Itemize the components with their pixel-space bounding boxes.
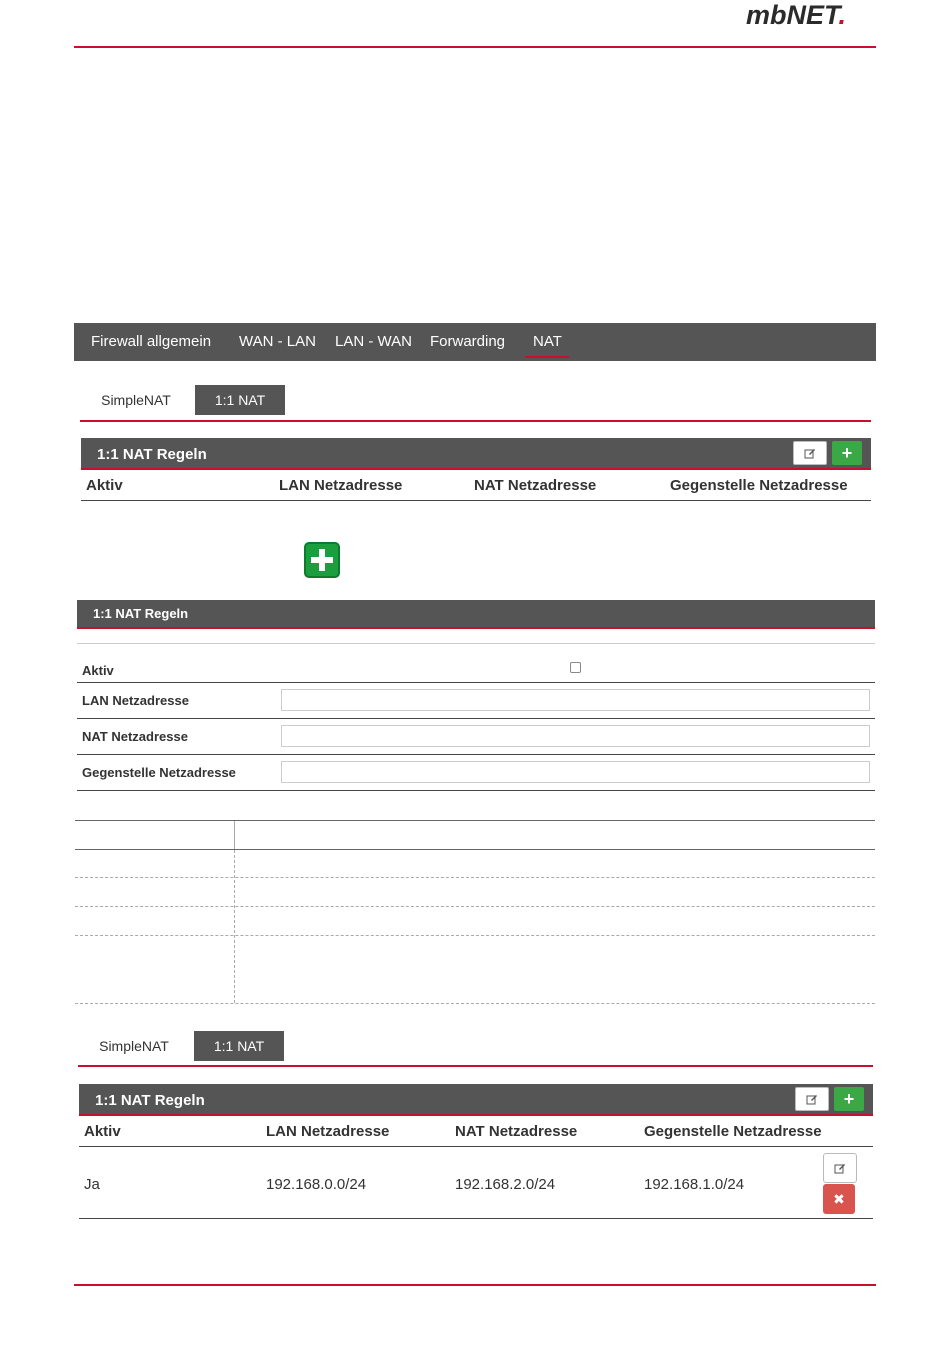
empty-table-col-divider bbox=[234, 850, 235, 1003]
tab-underline bbox=[78, 1065, 873, 1067]
add-rule-button[interactable] bbox=[832, 441, 862, 465]
col-aktiv: Aktiv bbox=[86, 477, 123, 494]
empty-table-row-line bbox=[75, 877, 875, 878]
nav-active-indicator bbox=[525, 356, 569, 358]
panel-header-rules bbox=[79, 1084, 873, 1116]
nav-item-forwarding[interactable]: Forwarding bbox=[430, 333, 506, 350]
empty-table-row-line bbox=[75, 906, 875, 907]
form-top-divider bbox=[77, 643, 875, 644]
form-row-divider bbox=[77, 754, 875, 755]
nav-item-nat[interactable]: NAT bbox=[533, 333, 562, 350]
row-delete-button[interactable] bbox=[823, 1184, 855, 1214]
plus-icon: + bbox=[841, 443, 853, 463]
gegenstelle-netzadresse-input[interactable] bbox=[281, 761, 870, 783]
empty-table-row-line bbox=[75, 935, 875, 936]
edit-icon bbox=[834, 1162, 846, 1174]
panel-title: 1:1 NAT Regeln bbox=[95, 1092, 205, 1109]
lan-netzadresse-input[interactable] bbox=[281, 689, 870, 711]
form-row-divider bbox=[77, 718, 875, 719]
empty-table-header-line bbox=[75, 849, 875, 850]
cell-nat-netzadresse: 192.168.2.0/24 bbox=[455, 1176, 556, 1193]
col-gegenstelle-netzadresse: Gegenstelle Netzadresse bbox=[670, 477, 848, 494]
table-bottom-divider bbox=[79, 1218, 873, 1219]
empty-table-col-divider bbox=[234, 821, 235, 849]
row-edit-button[interactable] bbox=[823, 1153, 857, 1183]
label-nat-netzadresse: NAT Netzadresse bbox=[82, 729, 188, 744]
cell-gegenstelle-netzadresse: 192.168.1.0/24 bbox=[644, 1176, 745, 1193]
table-divider bbox=[79, 1146, 873, 1147]
form-header bbox=[77, 600, 875, 629]
tab-1-1-nat[interactable]: 1:1 NAT bbox=[195, 385, 285, 415]
col-lan-netzadresse: LAN Netzadresse bbox=[279, 477, 403, 494]
footer-divider bbox=[74, 1284, 876, 1286]
label-aktiv: Aktiv bbox=[82, 663, 114, 678]
form-row-divider bbox=[77, 790, 875, 791]
main-nav bbox=[74, 323, 876, 361]
empty-table-top bbox=[75, 820, 875, 821]
panel-header-rules bbox=[81, 438, 871, 470]
nav-item-wan-lan[interactable]: WAN - LAN bbox=[239, 333, 316, 350]
large-add-icon bbox=[304, 542, 340, 578]
cell-aktiv: Ja bbox=[84, 1176, 100, 1193]
form-row-divider bbox=[77, 682, 875, 683]
cell-lan-netzadresse: 192.168.0.0/24 bbox=[266, 1176, 367, 1193]
close-icon: ✖ bbox=[833, 1190, 845, 1207]
plus-icon: + bbox=[843, 1089, 855, 1109]
empty-table-row-line bbox=[75, 1003, 875, 1004]
nat-netzadresse-input[interactable] bbox=[281, 725, 870, 747]
col-nat-netzadresse: NAT Netzadresse bbox=[455, 1123, 578, 1140]
tab-underline bbox=[80, 420, 871, 422]
form-title: 1:1 NAT Regeln bbox=[93, 606, 189, 621]
edit-icon bbox=[804, 447, 816, 459]
col-nat-netzadresse: NAT Netzadresse bbox=[474, 477, 597, 494]
edit-button[interactable] bbox=[795, 1087, 829, 1111]
label-lan-netzadresse: LAN Netzadresse bbox=[82, 693, 189, 708]
nav-item-lan-wan[interactable]: LAN - WAN bbox=[335, 333, 412, 350]
label-gegenstelle-netzadresse: Gegenstelle Netzadresse bbox=[82, 765, 236, 780]
col-aktiv: Aktiv bbox=[84, 1123, 121, 1140]
tab-simplenat[interactable]: SimpleNAT bbox=[101, 392, 171, 408]
table-divider bbox=[81, 500, 871, 501]
aktiv-checkbox[interactable] bbox=[570, 662, 581, 673]
edit-icon bbox=[806, 1093, 818, 1105]
nav-item-firewall-allgemein[interactable]: Firewall allgemein bbox=[91, 333, 212, 350]
brand-logo: mbNET. bbox=[746, 0, 847, 30]
col-gegenstelle-netzadresse: Gegenstelle Netzadresse bbox=[644, 1123, 822, 1140]
tab-simplenat[interactable]: SimpleNAT bbox=[99, 1038, 169, 1054]
panel-title: 1:1 NAT Regeln bbox=[97, 446, 207, 463]
col-lan-netzadresse: LAN Netzadresse bbox=[266, 1123, 390, 1140]
tab-1-1-nat[interactable]: 1:1 NAT bbox=[194, 1031, 284, 1061]
header-divider bbox=[74, 46, 876, 48]
edit-button[interactable] bbox=[793, 441, 827, 465]
add-rule-button[interactable] bbox=[834, 1087, 864, 1111]
